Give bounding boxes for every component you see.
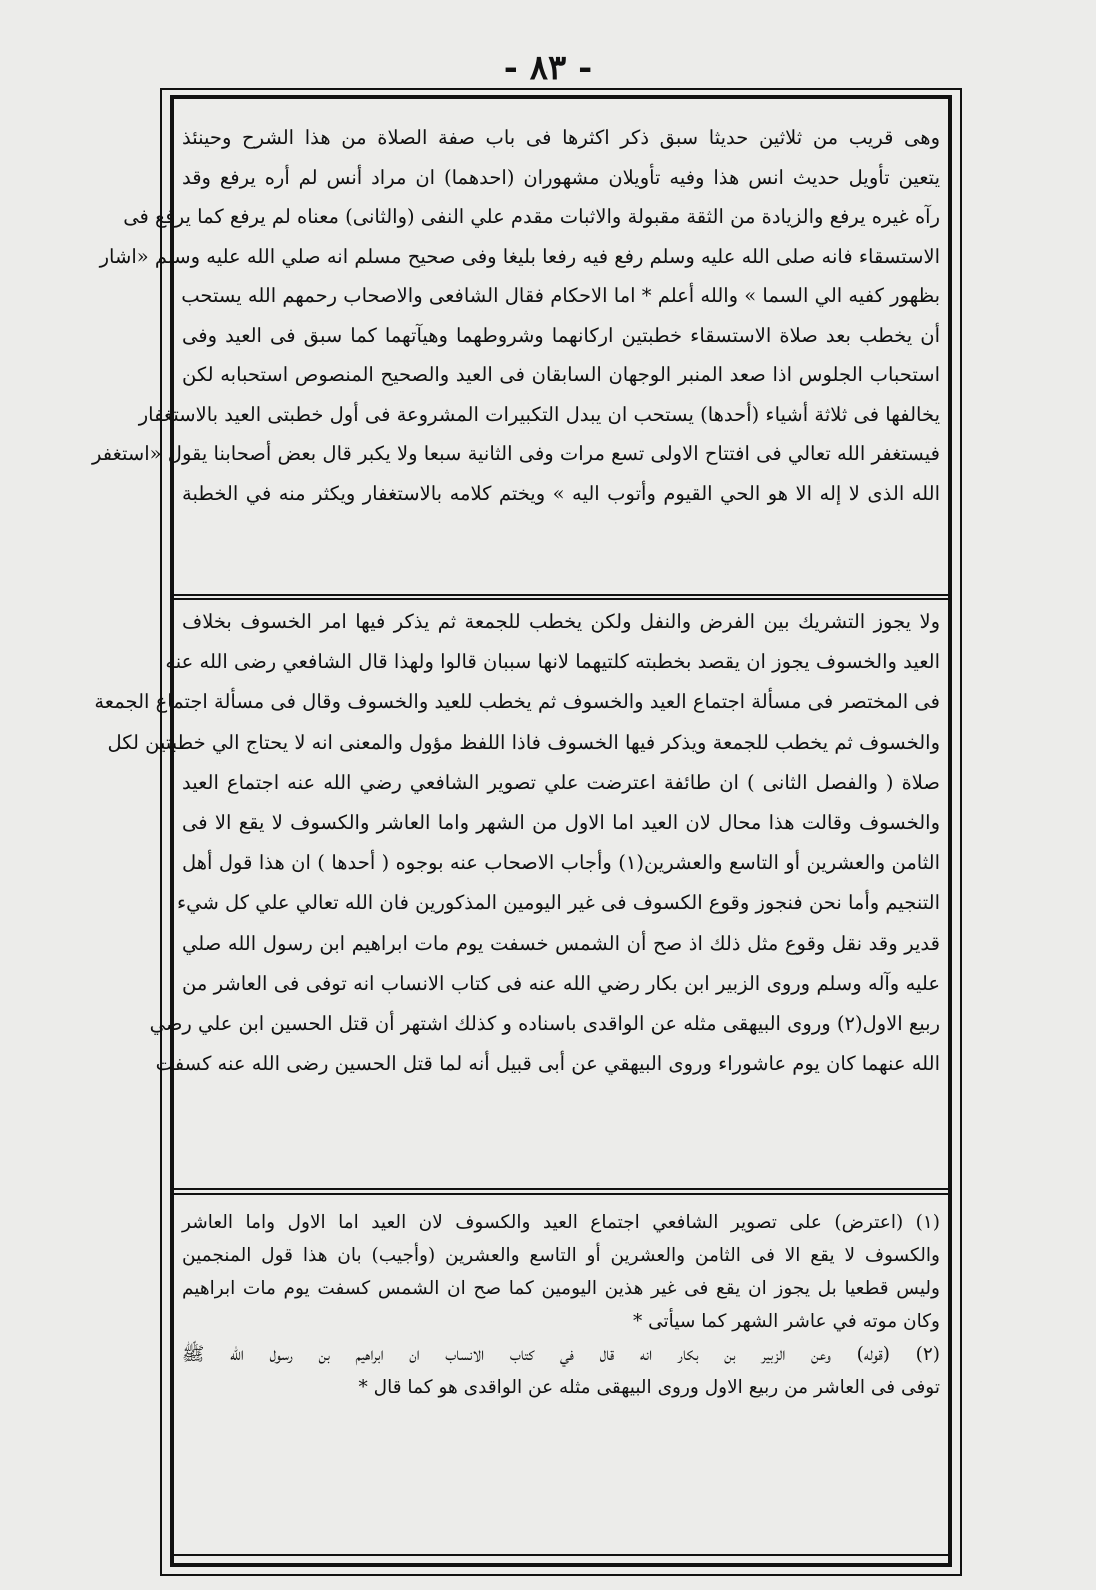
section-divider (174, 598, 948, 600)
text-line: ولا يجوز التشريك بين الفرض والنفل ولكن يخطب للجمعة ثم يذكر فيها امر الخسوف بخلاف (182, 610, 940, 633)
footnote-line: والكسوف لا يقع الا فى الثامن والعشرين أو التاسع والعشرين (وأجيب) بان هذا قول المنجمين (182, 1245, 940, 1266)
section-divider (174, 594, 948, 596)
text-line: أن يخطب بعد صلاة الاستسقاء خطبتين اركانهما وشروطهما وهيآتهما كما سبق فى العيد وفى (182, 323, 940, 347)
text-line: ربيع الاول(٢) وروى البيهقى مثله عن الواقدى باسناده و كذلك اشتهر أن قتل الحسين ابن علي رضي (149, 1012, 940, 1036)
text-line: قدير وقد نقل وقوع مثل ذلك اذ صح أن الشمس خسفت يوم مات ابراهيم ابن رسول الله صلي (182, 931, 940, 955)
bottom-rule (174, 1554, 948, 1556)
text-line: والخسوف ثم يخطب للجمعة ويذكر فيها الخسوف فاذا اللفظ مؤول والمعنى انه لا يحتاج الي خطبتين لكل (107, 730, 940, 754)
text-line: الله عنهما كان يوم عاشوراء وروى البيهقي عن أبى قبيل أنه لما قتل الحسين رضى الله عنه كسفت (155, 1052, 940, 1076)
text-line: بظهور كفيه الي السما » والله أعلم * اما الاحكام فقال الشافعى والاصحاب رحمهم الله يستحب (181, 284, 940, 307)
text-line: الثامن والعشرين أو التاسع والعشرين(١) وأجاب الاصحاب عنه بوجوه ( أحدها ) ان هذا قول أهل (182, 851, 940, 875)
text-line: الاستسقاء فانه صلى الله عليه وسلم رفع فيه رفعا بليغا وفى صحيح مسلم انه صلي الله عليه وسلم «اشار (99, 244, 940, 268)
footnote-line: وليس قطعيا بل يجوز ان يقع فى غير هذين اليومين كما صح ان الشمس كسفت يوم مات ابراهيم (182, 1278, 940, 1299)
footnote-line: (٢) (قوله) وعن الزبير بن بكار انه قال في كتاب الانساب ان ابراهيم بن رسول الله ﷺ (182, 1344, 940, 1365)
page-number: - ٨٣ - (503, 48, 593, 88)
text-line: وهى قريب من ثلاثين حديثا سبق ذكر اكثرها فى باب صفة الصلاة من هذا الشرح وحينئذ (182, 126, 940, 149)
text-line: فى المختصر فى مسألة اجتماع العيد والخسوف ثم يخطب للعيد والخسوف وقال فى مسألة اجتماع الجمعة (94, 690, 940, 714)
text-line: يخالفها فى ثلاثة أشياء (أحدها) يستحب ان يبدل التكبيرات المشروعة فى أول خطبتى العيد بالاستغفار (138, 402, 940, 426)
text-line: التنجيم وأما نحن فنجوز وقوع الكسوف فى غير اليومين المذكورين فان الله تعالي علي كل شيء (177, 891, 940, 915)
footnotes-section (182, 1206, 940, 1546)
footnote-divider (174, 1188, 948, 1190)
main-text-section-2 (94, 602, 940, 1180)
text-line: رآه غيره يرفع والزيادة من الثقة مقبولة والاثبات مقدم علي النفى (والثانى) معناه لم يرفع كما يرفع فى (123, 205, 940, 228)
text-line: صلاة ( والفصل الثانى ) ان طائفة اعترضت علي تصوير الشافعي رضي الله عنه اجتماع العيد (182, 770, 940, 794)
footnote-divider (174, 1193, 948, 1195)
text-line: العيد والخسوف يجوز ان يقصد بخطبته كلتيهما لانها سببان قالوا ولهذا قال الشافعي رضى الله عنه (165, 650, 940, 674)
text-line: استحباب الجلوس اذا صعد المنبر الوجهان السابقان فى العيد والصحيح المنصوص استحبابه لكن (182, 363, 940, 386)
text-line: يتعين تأويل حديث انس هذا وفيه تأويلان مشهوران (احدهما) ان مراد أنس لم أره يرفع وقد (182, 165, 940, 189)
footnote-line: (١) (اعترض) على تصوير الشافعي اجتماع العيد والكسوف لان العيد اما الاول واما العاشر (182, 1212, 940, 1233)
text-line: الله الذى لا إله الا هو الحي القيوم وأتوب اليه » ويختم كلامه بالاستغفار ويكثر منه في الخطبة (182, 481, 940, 505)
text-line: عليه وآله وسلم وروى الزبير ابن بكار رضي الله عنه فى كتاب الانساب انه توفى فى العاشر من (182, 971, 940, 995)
text-line: فيستغفر الله تعالي فى افتتاح الاولى تسع مرات وفى الثانية سبعا ولا يكبر قال بعض أصحابنا يقول «استغفر (91, 442, 940, 465)
footnote-line: وكان موته في عاشر الشهر كما سيأتى * (632, 1311, 940, 1332)
main-text-section-1 (91, 118, 940, 598)
footnote-line: توفى فى العاشر من ربيع الاول وروى البيهقى مثله عن الواقدى هو كما قال * (358, 1377, 940, 1398)
text-line: والخسوف وقالت هذا محال لان العيد اما الاول من الشهر واما العاشر والكسوف لا يقع الا فى (182, 811, 940, 835)
